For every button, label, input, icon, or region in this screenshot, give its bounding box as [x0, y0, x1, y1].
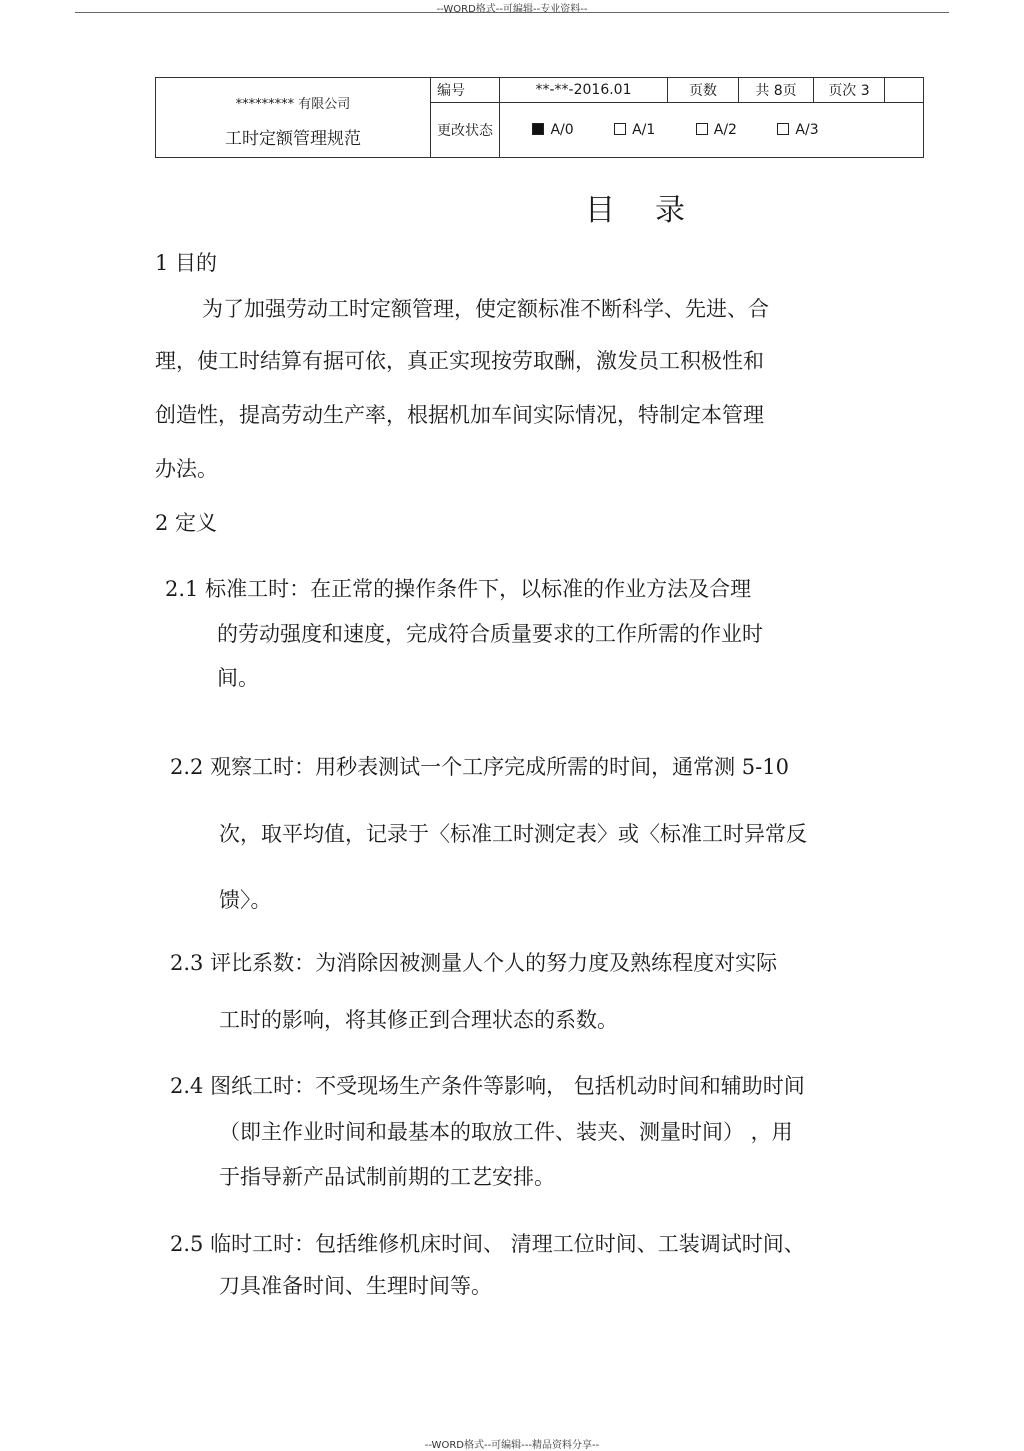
- checked-box-icon: [532, 123, 544, 135]
- definition-2-2-line: 次，取平均值，记录于〈标准工时测定表〉或〈标准工时异常反: [219, 822, 807, 846]
- status-options: [500, 103, 924, 158]
- section-2-heading: 2 定义: [155, 511, 218, 535]
- status-option-a2: A/2: [696, 122, 737, 138]
- status-option-a0: A/0: [532, 122, 573, 138]
- header-company-cell: [156, 78, 431, 158]
- pages-label: 页数: [668, 78, 739, 103]
- definition-2-3-line: 2.3 评比系数：为消除因被测量人个人的努力度及熟练程度对实际: [170, 951, 778, 975]
- definition-2-3-line: 工时的影响，将其修正到合理状态的系数。: [219, 1008, 618, 1032]
- definition-2-4-line: （即主作业时间和最基本的取放工件、装夹、测量时间） ，用: [219, 1120, 793, 1144]
- pages-value: 共 8页: [739, 78, 814, 103]
- unchecked-box-icon: [614, 123, 626, 135]
- unchecked-box-icon: [696, 123, 708, 135]
- unchecked-box-icon: [777, 123, 789, 135]
- definition-2-4-line: 2.4 图纸工时：不受现场生产条件等影响， 包括机动时间和辅助时间: [170, 1074, 805, 1098]
- definition-2-1-line: 间。: [217, 666, 259, 690]
- status-label: 更改状态: [431, 103, 500, 158]
- top-watermark-note: --WORD格式--可编辑--专业资料--: [436, 4, 588, 15]
- top-rule: [75, 12, 949, 13]
- section-1-heading: 1 目的: [155, 251, 218, 275]
- document-name: 工时定额管理规范: [225, 128, 361, 149]
- definition-2-5-line: 刀具准备时间、生理时间等。: [219, 1274, 492, 1298]
- header-blank-cell: [885, 78, 924, 103]
- definition-2-1-line: 的劳动强度和速度，完成符合质量要求的工作所需的作业时: [217, 622, 763, 646]
- definition-2-2-line: 馈〉。: [219, 888, 272, 912]
- definition-2-2-line: 2.2 观察工时：用秒表测试一个工序完成所需的时间，通常测 5-10: [170, 755, 789, 779]
- section-1-line: 理，使工时结算有据可依，真正实现按劳取酬，激发员工积极性和: [155, 349, 764, 373]
- section-1-line: 为了加强劳动工时定额管理，使定额标准不断科学、先进、合: [202, 297, 769, 321]
- page-number: 页次 3: [814, 78, 885, 103]
- code-value: **-**-2016.01: [500, 78, 668, 103]
- page-title: 目录: [585, 193, 725, 228]
- section-1-line: 创造性，提高劳动生产率，根据机加车间实际情况，特制定本管理: [155, 403, 764, 427]
- bottom-watermark-note: --WORD格式--可编辑---精品资料分享--: [424, 1440, 600, 1451]
- code-label: 编号: [431, 78, 500, 103]
- status-option-a3: A/3: [777, 122, 818, 138]
- document-header-table: [155, 77, 924, 158]
- section-1-line: 办法。: [155, 457, 218, 481]
- company-name: ********* 有限公司: [235, 96, 351, 112]
- definition-2-5-line: 2.5 临时工时：包括维修机床时间、 清理工位时间、工装调试时间、: [170, 1232, 805, 1256]
- status-option-a1: A/1: [614, 122, 655, 138]
- definition-2-4-line: 于指导新产品试制前期的工艺安排。: [219, 1165, 555, 1189]
- definition-2-1-line: 2.1 标准工时：在正常的操作条件下，以标准的作业方法及合理: [165, 577, 752, 601]
